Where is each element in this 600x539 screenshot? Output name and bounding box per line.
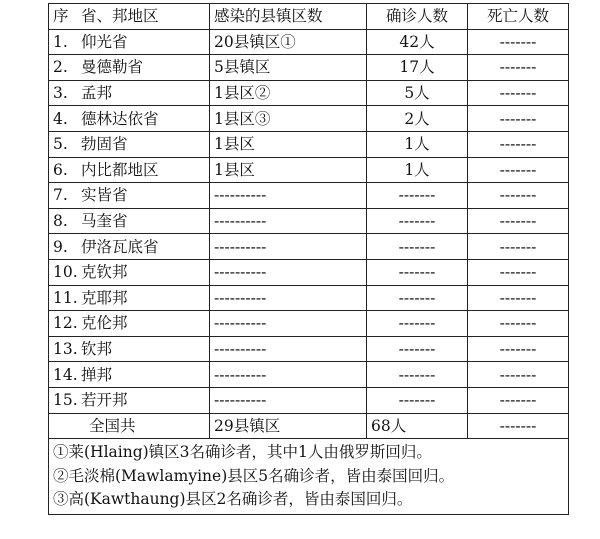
row-no: 11. xyxy=(49,285,80,311)
row-confirmed: 5人 xyxy=(367,80,468,106)
row-deaths: ------- xyxy=(468,311,569,337)
row-regions: 5县镇区 xyxy=(210,55,367,81)
header-regions: 感染的县镇区数 xyxy=(210,4,367,30)
footnotes xyxy=(48,439,569,515)
row-regions: 1县区 xyxy=(210,157,367,183)
table-row xyxy=(49,55,569,81)
table-row xyxy=(49,80,569,106)
row-no: 2. xyxy=(49,55,80,81)
row-deaths: ------- xyxy=(468,234,569,260)
row-name: 钦邦 xyxy=(79,336,210,362)
row-name: 克钦邦 xyxy=(79,259,210,285)
row-deaths: ------- xyxy=(468,259,569,285)
row-confirmed: ------- xyxy=(367,387,468,413)
header-confirmed: 确诊人数 xyxy=(367,4,468,30)
row-deaths: ------- xyxy=(468,157,569,183)
row-no: 9. xyxy=(49,234,80,260)
row-no: 4. xyxy=(49,106,80,132)
row-regions: ---------- xyxy=(210,234,367,260)
row-deaths: ------- xyxy=(468,29,569,55)
row-no: 1. xyxy=(49,29,80,55)
table-row xyxy=(49,157,569,183)
row-deaths: ------- xyxy=(468,285,569,311)
table-body xyxy=(49,29,569,439)
row-no: 6. xyxy=(49,157,80,183)
row-regions: ---------- xyxy=(210,362,367,388)
table-row xyxy=(49,285,569,311)
row-name: 掸邦 xyxy=(79,362,210,388)
row-confirmed: ------- xyxy=(367,336,468,362)
row-regions: ---------- xyxy=(210,387,367,413)
table-row xyxy=(49,106,569,132)
footnote-3: ③高(Kawthaung)县区2名确诊者，皆由泰国回归。 xyxy=(53,490,413,509)
row-confirmed: ------- xyxy=(367,259,468,285)
row-name: 内比都地区 xyxy=(79,157,210,183)
cases-table xyxy=(48,3,569,439)
row-no: 7. xyxy=(49,183,80,209)
row-name: 仰光省 xyxy=(79,29,210,55)
row-deaths: ------- xyxy=(468,55,569,81)
row-confirmed: 42人 xyxy=(367,29,468,55)
row-no: 12. xyxy=(49,311,80,337)
row-deaths: ------- xyxy=(468,106,569,132)
row-confirmed: ------- xyxy=(367,208,468,234)
total-confirmed: 68人 xyxy=(367,413,468,439)
row-regions: 1县区 xyxy=(210,131,367,157)
row-name: 克伦邦 xyxy=(79,311,210,337)
table-row xyxy=(49,234,569,260)
row-regions: 1县区② xyxy=(210,80,367,106)
row-no: 13. xyxy=(49,336,80,362)
row-regions: ---------- xyxy=(210,336,367,362)
row-confirmed: ------- xyxy=(367,183,468,209)
header-no: 序 xyxy=(49,4,80,30)
header-deaths: 死亡人数 xyxy=(468,4,569,30)
row-no: 15. xyxy=(49,387,80,413)
row-name: 克耶邦 xyxy=(79,285,210,311)
table-row xyxy=(49,387,569,413)
table-row xyxy=(49,208,569,234)
row-regions: ---------- xyxy=(210,285,367,311)
row-deaths: ------- xyxy=(468,208,569,234)
row-deaths: ------- xyxy=(468,362,569,388)
row-name: 曼德勒省 xyxy=(79,55,210,81)
table-row xyxy=(49,311,569,337)
total-row xyxy=(49,413,569,439)
table-row xyxy=(49,29,569,55)
row-confirmed: ------- xyxy=(367,362,468,388)
row-confirmed: ------- xyxy=(367,285,468,311)
header-name: 省、邦地区 xyxy=(79,4,210,30)
table-row xyxy=(49,336,569,362)
total-deaths: ------- xyxy=(468,413,569,439)
row-regions: ---------- xyxy=(210,259,367,285)
row-name: 实皆省 xyxy=(79,183,210,209)
row-no: 14. xyxy=(49,362,80,388)
row-name: 孟邦 xyxy=(79,80,210,106)
row-confirmed: 2人 xyxy=(367,106,468,132)
footnote-1: ①莱(Hlaing)镇区3名确诊者，其中1人由俄罗斯回归。 xyxy=(53,443,432,462)
footnote-2: ②毛淡棉(Mawlamyine)县区5名确诊者，皆由泰国回归。 xyxy=(53,466,455,485)
row-no: 8. xyxy=(49,208,80,234)
row-name: 德林达依省 xyxy=(79,106,210,132)
covid-cases-document xyxy=(48,3,569,515)
row-confirmed: ------- xyxy=(367,311,468,337)
row-confirmed: 1人 xyxy=(367,131,468,157)
row-regions: ---------- xyxy=(210,311,367,337)
row-confirmed: ------- xyxy=(367,234,468,260)
row-deaths: ------- xyxy=(468,387,569,413)
row-regions: ---------- xyxy=(210,183,367,209)
row-confirmed: 17人 xyxy=(367,55,468,81)
table-row xyxy=(49,259,569,285)
row-name: 伊洛瓦底省 xyxy=(79,234,210,260)
table-row xyxy=(49,131,569,157)
row-no: 10. xyxy=(49,259,80,285)
row-deaths: ------- xyxy=(468,80,569,106)
row-name: 若开邦 xyxy=(79,387,210,413)
row-no: 5. xyxy=(49,131,80,157)
total-label: 全国共 xyxy=(49,413,210,439)
row-regions: 20县镇区① xyxy=(210,29,367,55)
row-name: 马奎省 xyxy=(79,208,210,234)
header-row xyxy=(49,4,569,30)
row-regions: ---------- xyxy=(210,208,367,234)
table-row xyxy=(49,183,569,209)
row-no: 3. xyxy=(49,80,80,106)
row-regions: 1县区③ xyxy=(210,106,367,132)
row-deaths: ------- xyxy=(468,183,569,209)
row-confirmed: 1人 xyxy=(367,157,468,183)
row-deaths: ------- xyxy=(468,131,569,157)
total-regions: 29县镇区 xyxy=(210,413,367,439)
row-name: 勃固省 xyxy=(79,131,210,157)
table-row xyxy=(49,362,569,388)
row-deaths: ------- xyxy=(468,336,569,362)
